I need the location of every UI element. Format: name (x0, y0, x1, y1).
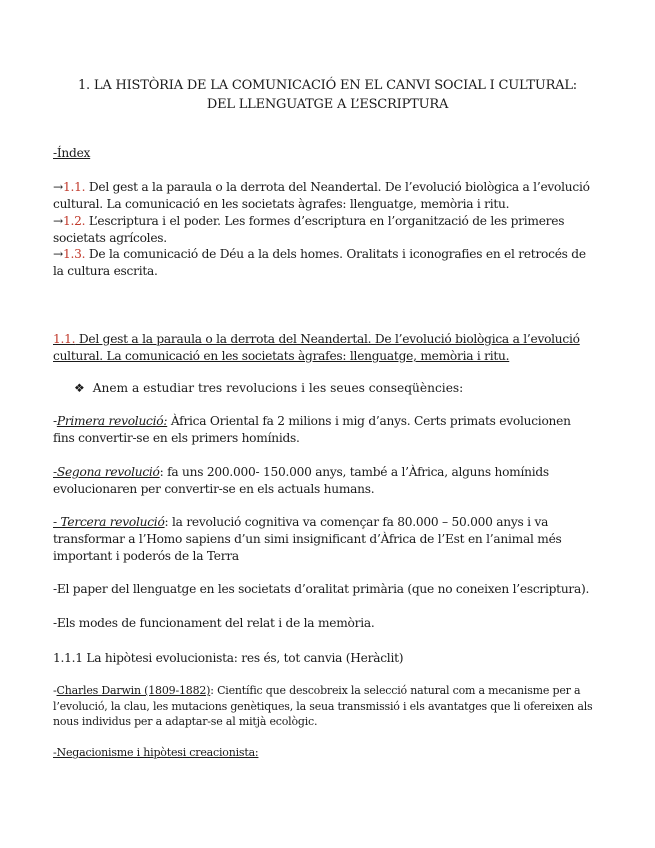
index-text: Del gest a la paraula o la derrota del Neandertal. De l’evolució biològica a l’evolució cultural. La comunicació en les societats àgrafes: llenguatge, memòria i ritu. (53, 180, 590, 211)
darwin-label: Charles Darwin (1809-1882) (56, 684, 211, 697)
arrow-icon: → (53, 214, 63, 228)
revolution-2 (53, 464, 593, 498)
section-heading (53, 331, 593, 365)
darwin-text: : Científic que descobreix la selecció natural com a mecanisme per a l’evolució, la clau, les mutacions genètiques, la seua transmissió i els avantatges que li ofereixen als nous individus per a adaptar-se al mitjà ecològic. (53, 684, 593, 728)
index-item-3[interactable] (53, 246, 593, 280)
revolution-text: : fa uns 200.000- 150.000 anys, també a l’Àfrica, alguns homínids evolucionaren per convertir-se en els actuals humans. (53, 465, 549, 496)
bullet-text: Anem a estudiar tres revolucions i les seues conseqüències: (92, 381, 464, 395)
arrow-icon: → (53, 247, 63, 261)
section-number: 1.1. (53, 332, 76, 346)
index-text: De la comunicació de Déu a la dels homes. Oralitats i iconografies en el retrocés de la cultura escrita. (53, 247, 586, 278)
arrow-icon: → (53, 180, 63, 194)
diamond-bullet-icon: ❖ (74, 381, 85, 395)
index-text: L’escriptura i el poder. Les formes d’escriptura en l’organització de les primeres societats agrícoles. (53, 214, 565, 245)
index-item-1[interactable] (53, 179, 593, 213)
revolution-prefix: - (53, 414, 57, 428)
subheading-1-1-1: 1.1.1 La hipòtesi evolucionista: res és, tot canvia (Heràclit) (53, 651, 404, 665)
index-item-2[interactable] (53, 213, 593, 247)
revolution-label: - Tercera revolució (53, 515, 165, 529)
revolution-text: : la revolució cognitiva va començar fa 80.000 – 50.000 anys i va transformar a l’Homo sapiens d’un simi insignificant d’Àfrica de l’Est en l’animal més important i poderós de la Terra (53, 515, 562, 563)
index-number: 1.3. (62, 247, 86, 261)
index-heading: -Índex (53, 146, 91, 160)
bullet-line (74, 380, 463, 397)
index-number: 1.2. (62, 214, 86, 228)
darwin-prefix: - (53, 684, 57, 697)
paper-paragraph: -El paper del llenguatge en les societats d’oralitat primària (que no coneixen l’escriptura). (53, 582, 590, 596)
revolution-3 (53, 514, 593, 565)
revolution-text: Àfrica Oriental fa 2 milions i mig d’anys. Certs primats evolucionen fins convertir-se en els primers homínids. (53, 414, 571, 445)
darwin-paragraph (53, 683, 593, 730)
modes-paragraph: -Els modes de funcionament del relat i de la memòria. (53, 616, 375, 630)
document-title (40, 76, 615, 114)
revolution-label: Primera revolució: (56, 414, 168, 428)
revolution-label: -Segona revolució (53, 465, 160, 479)
section-heading-text: Del gest a la paraula o la derrota del Neandertal. De l’evolució biològica a l’evolució cultural. La comunicació en les societats àgrafes: llenguatge, memòria i ritu. (53, 332, 580, 363)
revolution-1 (53, 413, 593, 447)
index-number: 1.1. (62, 180, 86, 194)
title-line-1: 1. LA HISTÒRIA DE LA COMUNICACIÓ EN EL CANVI SOCIAL I CULTURAL: (77, 78, 577, 93)
title-line-2: DEL LLENGUATGE A L’ESCRIPTURA (206, 97, 449, 112)
negacionisme-heading: -Negacionisme i hipòtesi creacionista: (53, 746, 259, 759)
